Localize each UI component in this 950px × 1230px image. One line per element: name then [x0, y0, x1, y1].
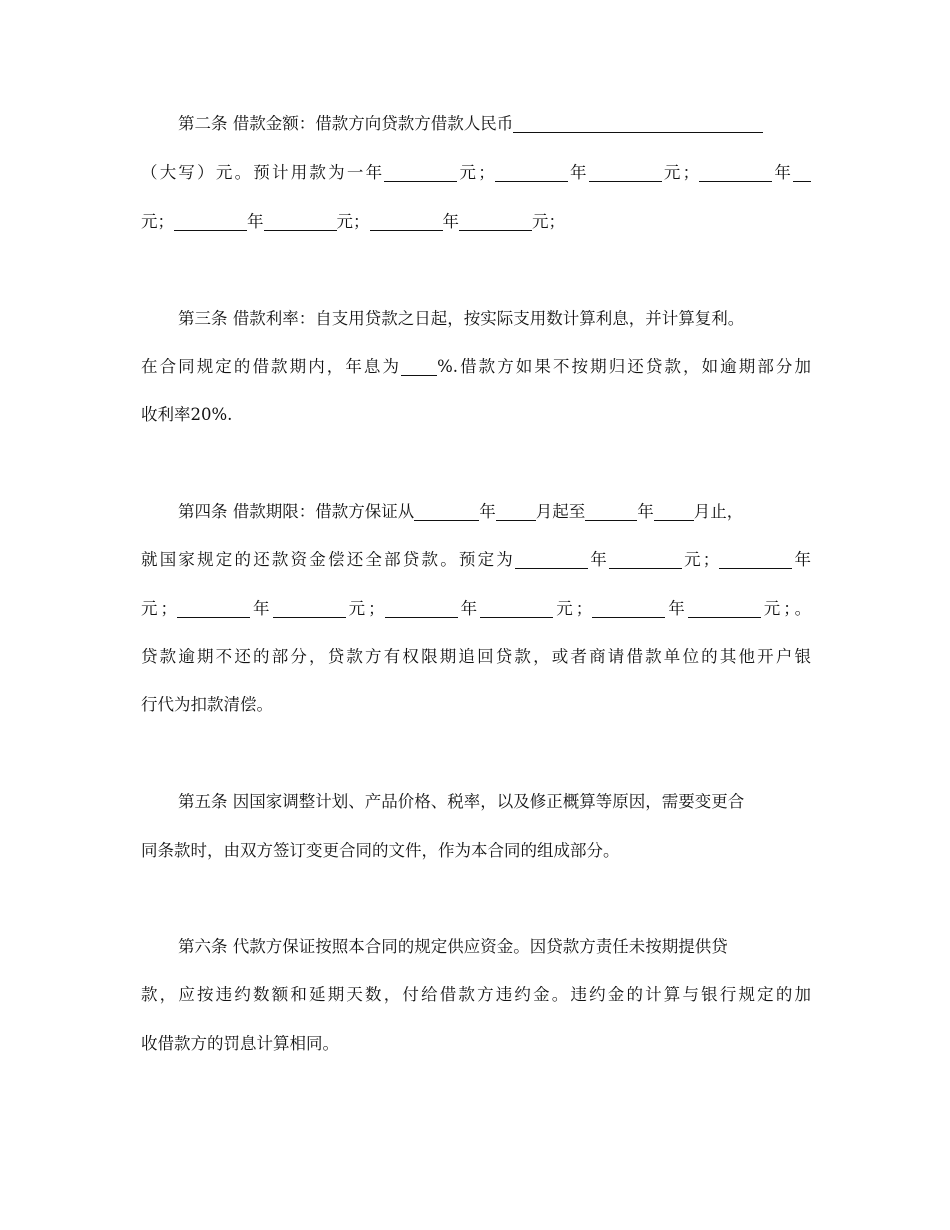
blank	[688, 599, 761, 618]
blank	[384, 163, 457, 182]
article2-line3: 元； 年 元； 年 元；	[141, 212, 565, 231]
article6-line3: 收借款方的罚息计算相同。	[141, 1034, 339, 1053]
blank	[177, 599, 250, 618]
article3-line3: 收利率20%.	[141, 405, 233, 424]
blank	[654, 502, 694, 521]
article3-line2: 在合同规定的借款期内，年息为 %.借款方如果不按期归还贷款，如逾期部分加	[141, 357, 811, 376]
article6-line1: 第六条 代款方保证按照本合同的规定供应资金。因贷款方责任未按期提供贷	[178, 937, 728, 956]
article5-line2: 同条款时，由双方签订变更合同的文件，作为本合同的组成部分。	[141, 841, 620, 860]
blank	[793, 163, 811, 182]
blank	[414, 502, 479, 521]
article4-line3: 元； 年 元； 年 元； 年 元；。	[141, 599, 812, 618]
blank	[699, 163, 772, 182]
amount-blank	[513, 114, 763, 133]
article5-line1: 第五条 因国家调整计划、产品价格、税率，以及修正概算等原因，需要变更合	[178, 792, 745, 811]
blank	[370, 212, 443, 231]
blank	[495, 163, 568, 182]
blank	[496, 502, 536, 521]
article2-line2: （大写）元。预计用款为一年 元； 年 元； 年	[141, 161, 811, 185]
blank	[273, 599, 346, 618]
article4-line5: 行代为扣款清偿。	[141, 695, 273, 714]
blank	[589, 163, 662, 182]
article2-line1: 第二条 借款金额：借款方向贷款方借款人民币	[141, 112, 811, 136]
article3-line1: 第三条 借款利率：自支用贷款之日起，按实际支用数计算利息，并计算复利。	[178, 309, 745, 328]
blank	[264, 212, 337, 231]
article4-line2: 就国家规定的还款资金偿还全部贷款。预定为 年 元； 年	[141, 550, 812, 569]
blank	[385, 599, 458, 618]
blank	[592, 599, 665, 618]
blank	[515, 550, 588, 569]
interest-rate-blank	[401, 357, 437, 376]
blank	[480, 599, 553, 618]
blank	[719, 550, 792, 569]
blank	[609, 550, 682, 569]
article4-line4: 贷款逾期不还的部分，贷款方有权限期追回贷款，或者商请借款单位的其他开户银	[141, 647, 811, 666]
article6-line2: 款，应按违约数额和延期天数，付给借款方违约金。违约金的计算与银行规定的加	[141, 985, 811, 1004]
blank	[174, 212, 247, 231]
article4-line1: 第四条 借款期限：借款方保证从 年 月起至 年 月止，	[178, 502, 744, 521]
blank	[459, 212, 532, 231]
blank	[585, 502, 637, 521]
